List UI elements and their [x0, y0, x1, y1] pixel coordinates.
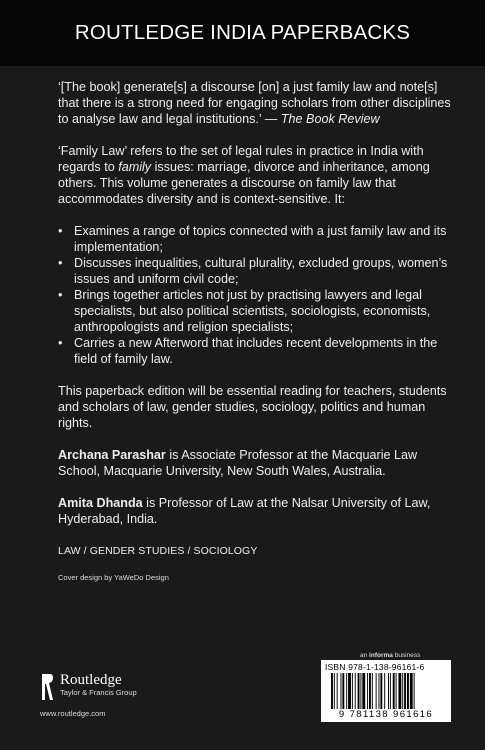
isbn-barcode: [321, 660, 451, 722]
feature-item: • Brings together articles not just by practising lawyers and legal specialists, but also political scientists, sociologists, economists, anthropologists and religion specialists;: [58, 287, 452, 335]
review-quote: ‘[The book] generate[s] a discourse [on] a just family law and note[s] that there is a strong need for engaging scholars from other disciplines to analyse law and legal institutions.’ — The Book Review: [58, 80, 451, 126]
author-name: Amita Dhanda: [58, 496, 143, 510]
intro-paragraph: ‘Family Law’ refers to the set of legal rules in practice in India with regards to family issues: marriage, divorce and inheritance, among others. This volume generates a discourse on family law that accommodates diversity and is context-sensitive. It:: [58, 144, 430, 206]
author-bio-dhanda: Amita Dhanda is Professor of Law at the Nalsar University of Law, Hyderabad, India.: [58, 496, 431, 526]
routledge-r-icon: [40, 672, 55, 702]
informa-business-line: an informa business: [360, 652, 421, 659]
barcode-digits: 9 781138 961616: [338, 709, 434, 720]
feature-item: • Examines a range of topics connected with a just family law and its implementation;: [58, 223, 452, 255]
barcode-bars: [331, 673, 445, 709]
author-bio-parashar: Archana Parashar is Associate Professor at the Macquarie Law School, Macquarie University, New South Wales, Australia.: [58, 448, 418, 478]
series-title: ROUTLEDGE INDIA PAPERBACKS: [74, 21, 411, 44]
feature-list: [58, 223, 452, 367]
publisher-logo: [40, 672, 137, 702]
feature-item: • Discusses inequalities, cultural plurality, excluded groups, women’s issues and uniform civil code;: [58, 255, 452, 287]
series-header: [0, 0, 485, 66]
logo-name: Routledge: [60, 672, 122, 688]
review-source: The Book Review: [280, 112, 380, 126]
isbn-text: ISBN 978-1-138-96161-6: [325, 662, 425, 672]
feature-item: • Carries a new Afterword that includes recent developments in the field of family law.: [58, 335, 452, 367]
cover-credit: Cover design by YaWeDo Design: [58, 573, 169, 582]
back-cover-text: [58, 79, 452, 559]
author-name: Archana Parashar: [58, 448, 166, 462]
subject-categories: LAW / GENDER STUDIES / SOCIOLOGY: [58, 545, 258, 557]
logo-subtitle: Taylor & Francis Group: [60, 688, 137, 697]
publisher-website: www.routledge.com: [40, 709, 106, 718]
edition-note: This paperback edition will be essential reading for teachers, students and scholars of law, gender studies, sociology, politics and human rights.: [58, 384, 447, 430]
